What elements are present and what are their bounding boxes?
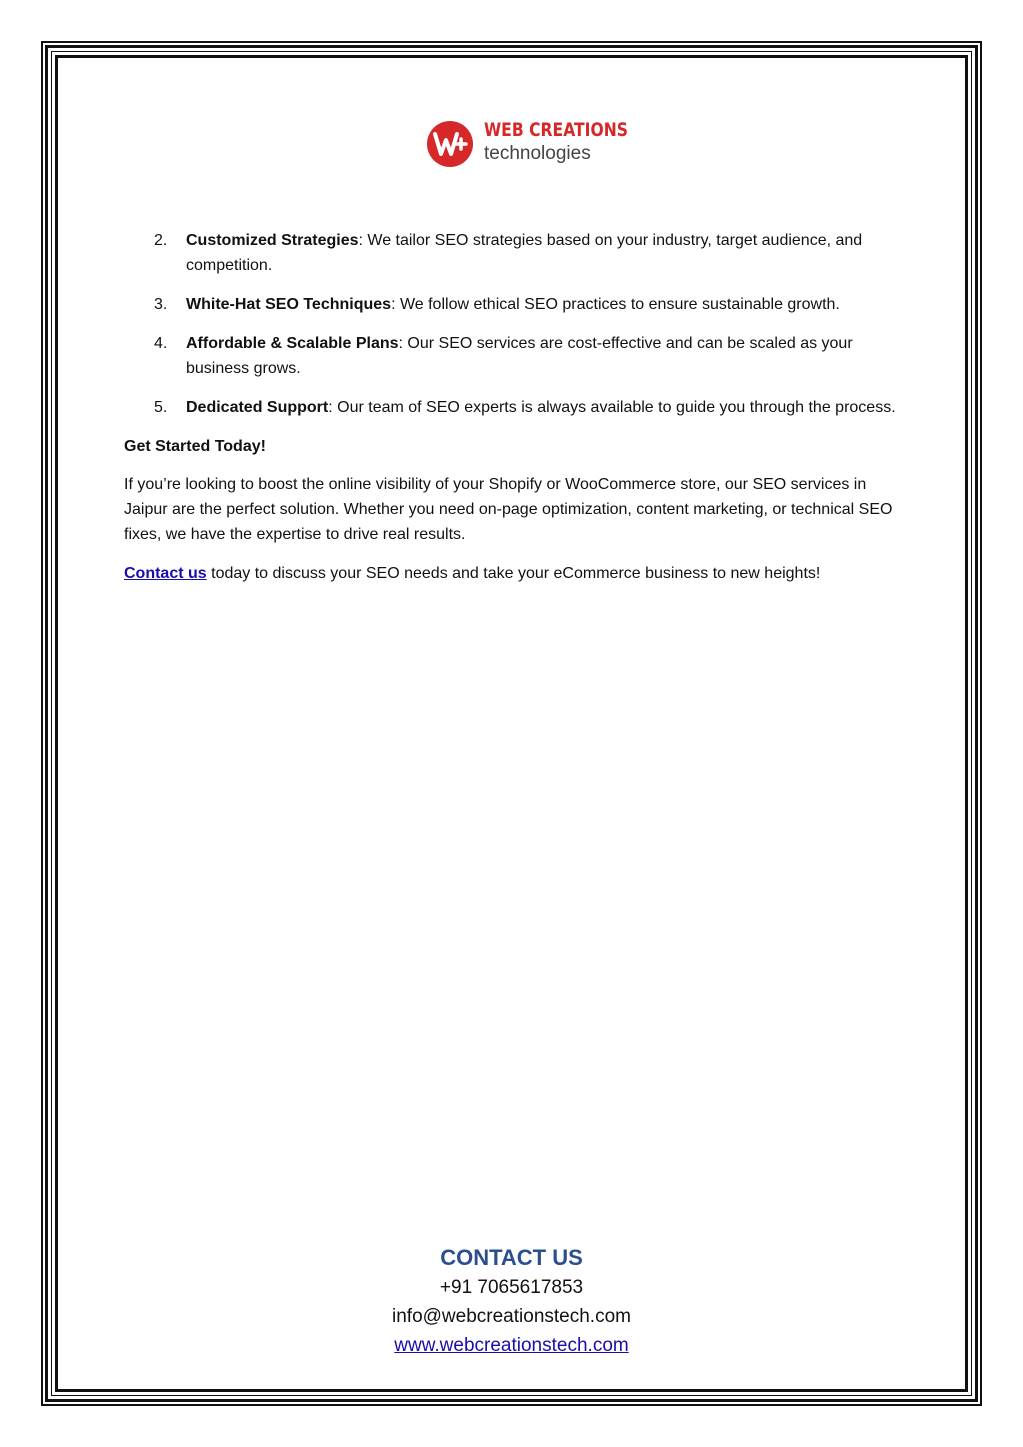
company-logo	[426, 118, 628, 174]
list-item-term: Affordable & Scalable Plans	[186, 335, 399, 352]
website-link[interactable]: www.webcreationstech.com	[394, 1335, 629, 1356]
list-item-term: Dedicated Support	[186, 399, 329, 416]
list-item-number: 2.	[154, 232, 168, 249]
benefits-list	[124, 228, 904, 420]
section-paragraph: If you’re looking to boost the online visibility of your Shopify or WooCommerce store, our SEO services in Jaipur are the perfect solution. Whether you need on-page optimization, content marketing, or technical SEO fixes, we have the expertise to drive real results.	[124, 476, 893, 543]
list-item	[124, 228, 904, 278]
contact-title: CONTACT US	[440, 1245, 583, 1270]
contact-us-link[interactable]: Contact us	[124, 565, 207, 582]
contact-phone: +91 7065617853	[439, 1277, 584, 1298]
contact-email: info@webcreationstech.com	[392, 1306, 631, 1327]
list-item-term: Customized Strategies	[186, 232, 359, 249]
list-item-text: : Our SEO services are cost-effective and can be scaled as your business grows.	[186, 335, 853, 377]
list-item	[124, 395, 904, 420]
contact-footer	[57, 1243, 966, 1360]
list-item-number: 5.	[154, 399, 168, 416]
list-item-number: 4.	[154, 335, 168, 352]
list-item	[124, 292, 904, 317]
list-item-text: : We follow ethical SEO practices to ensure sustainable growth.	[391, 296, 840, 313]
contact-paragraph	[124, 561, 904, 586]
list-item-text: : We tailor SEO strategies based on your industry, target audience, and competition.	[186, 232, 863, 274]
document-body	[124, 228, 904, 600]
section-heading: Get Started Today!	[124, 438, 266, 455]
logo-brand-text: WEB CREATIONS	[484, 119, 628, 141]
list-item	[124, 331, 904, 381]
list-item-text: : Our team of SEO experts is always available to guide you through the process.	[328, 399, 896, 416]
logo-w-icon	[426, 120, 474, 168]
contact-paragraph-text: today to discuss your SEO needs and take your eCommerce business to new heights!	[206, 565, 821, 582]
list-item-number: 3.	[154, 296, 168, 313]
list-item-term: White-Hat SEO Techniques	[186, 296, 392, 313]
logo-sub-text: technologies	[484, 143, 591, 164]
